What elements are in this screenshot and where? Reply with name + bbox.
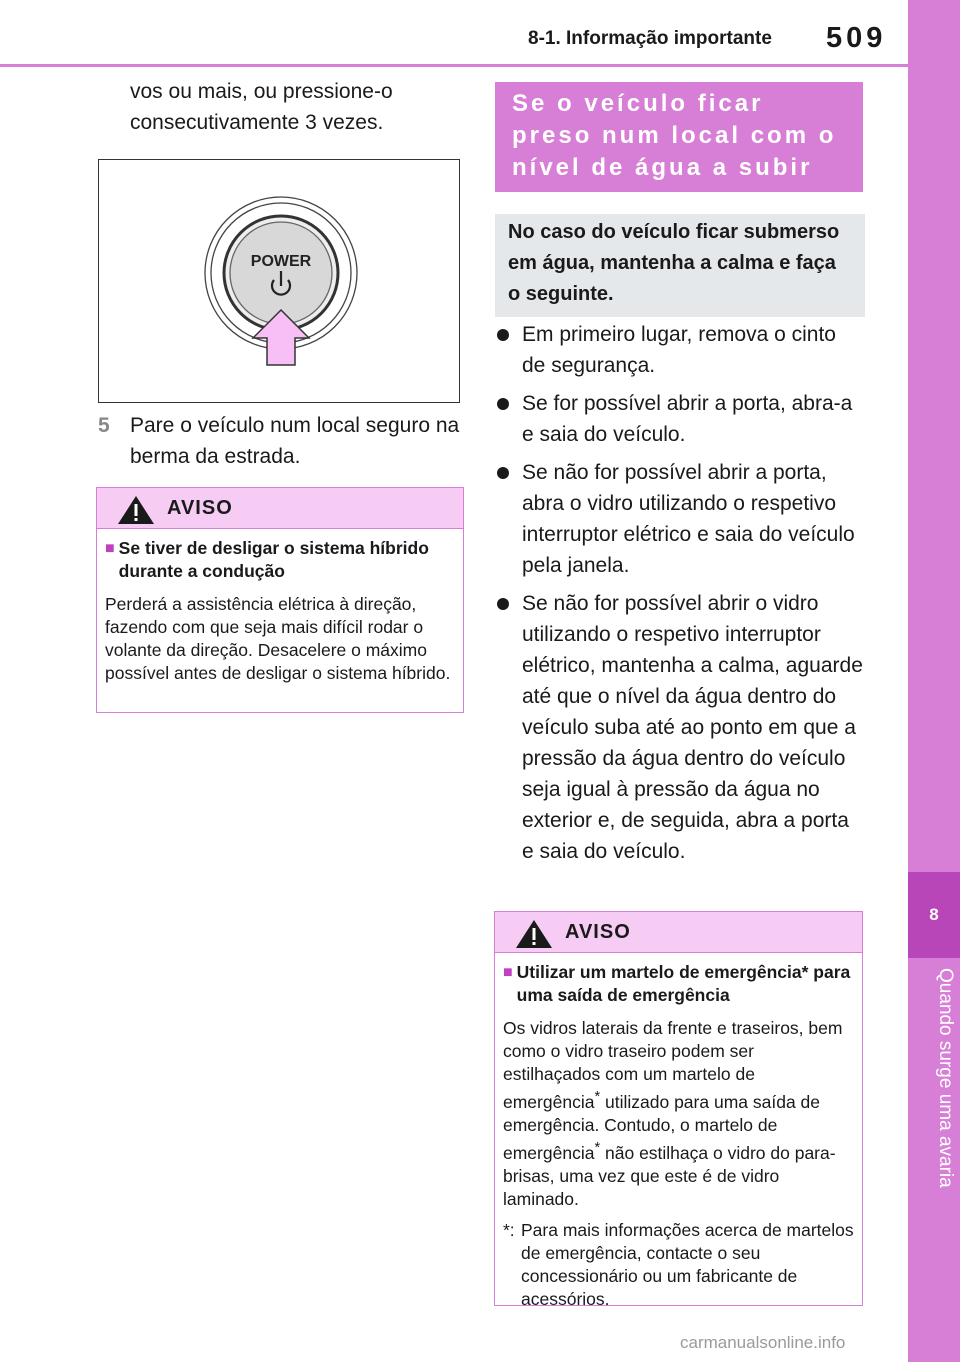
chapter-number: 8 <box>908 872 960 958</box>
power-button-illustration <box>99 160 459 402</box>
page-number: 509 <box>826 22 887 54</box>
warning-icon <box>515 919 553 949</box>
list-item: Se for possível abrir a porta, abra-a e saia do veículo. <box>495 388 865 450</box>
section-heading: Se o veículo ficar preso num local com o nível de água a subir <box>495 82 863 192</box>
warning-subtitle: ■ Utilizar um martelo de emergência* para uma saída de emergência <box>503 962 851 1005</box>
intro-text: vos ou mais, ou pressione-o consecutivamente 3 vezes. <box>130 80 393 134</box>
footnote-marker: *: <box>503 1219 515 1240</box>
list-item: Se não for possível abrir o vidro utilizando o respetivo interruptor elétrico, mantenha a calma, aguarde até que o nível da água dentro do veículo suba até ao ponto em que a pressão da água dentro do veículo seja igual à pressão da água no exterior e, de seguida, abra a porta e saia do veículo. <box>495 588 865 867</box>
intro-box: No caso do veículo ficar submerso em água, mantenha a calma e faça o seguinte. <box>495 214 865 317</box>
warning-text: Perderá a assistência elétrica à direção, fazendo com que seja mais difícil rodar o volante da direção. Desacelere o máximo possível antes de desligar o sistema híbrido. <box>105 594 451 683</box>
warning-box-hammer <box>494 911 863 1309</box>
bullet-icon <box>497 329 509 341</box>
power-button-figure <box>98 159 460 403</box>
bullet-icon <box>497 398 509 410</box>
step-text: Pare o veículo num local seguro na berma da estrada. <box>130 414 460 468</box>
warning-subtitle: ■ Se tiver de desligar o sistema híbrido durante a condução <box>105 538 429 581</box>
chapter-title: Quando surge uma avaria <box>935 968 956 1188</box>
footnote <box>503 1219 854 1311</box>
warning-icon <box>117 495 155 525</box>
list-item: Em primeiro lugar, remova o cinto de segurança. <box>495 319 865 381</box>
square-bullet-icon: ■ <box>105 540 115 557</box>
header-rule <box>0 64 908 67</box>
warning-title: AVISO <box>565 921 631 943</box>
list-item: Se não for possível abrir a porta, abra o vidro utilizando o respetivo interruptor elétrico e saia do veículo pela janela. <box>495 457 865 581</box>
step-number: 5 <box>98 414 110 437</box>
power-label: POWER <box>250 253 312 270</box>
section-title: 8-1. Informação importante <box>528 28 772 49</box>
step-5 <box>98 410 468 472</box>
bullet-list <box>495 319 865 874</box>
bullet-icon <box>497 598 509 610</box>
square-bullet-icon: ■ <box>503 964 513 981</box>
warning-box-hybrid <box>96 487 464 713</box>
warning-text: Os vidros laterais da frente e traseiros, bem como o vidro traseiro podem ser estilhaçados com um martelo de emergência* utilizado para uma saída de emergência. Contudo, o martelo de emergência* não estilhaça o vidro do para-brisas, uma vez que este é de vidro laminado. <box>503 1018 843 1209</box>
warning-header <box>495 912 862 953</box>
footnote-text: Para mais informações acerca de martelos de emergência, contacte o seu concessionário ou um fabricante de acessórios. <box>521 1219 854 1309</box>
warning-title: AVISO <box>167 497 233 519</box>
warning-header <box>97 488 463 529</box>
bullet-icon <box>497 467 509 479</box>
watermark: carmanualsonline.info <box>680 1333 846 1352</box>
